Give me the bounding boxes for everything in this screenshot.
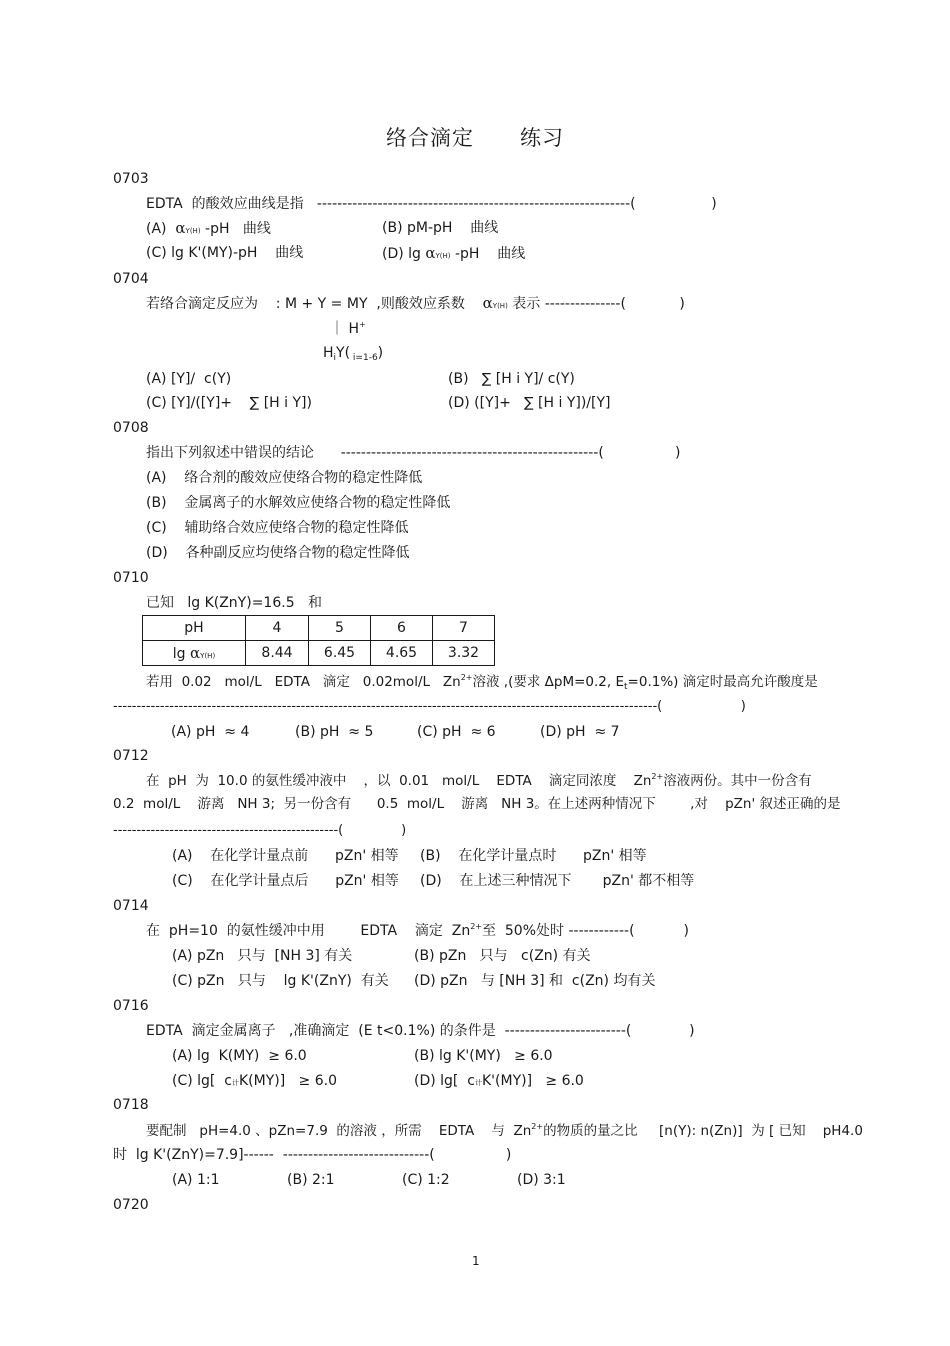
question-stem (146, 923, 689, 938)
stem-text: 若用 0.02 mol/L EDTA 滴定 0.02mol/L Zn (146, 674, 461, 690)
question-stem: EDTA 的酸效应曲线是指 --------------------------------------------------------------( ) (146, 196, 717, 212)
proton-text: ｜ H (330, 321, 359, 337)
option-text: (C) lg[ c (172, 1073, 232, 1089)
delta-symbol: Δ (544, 674, 554, 690)
option-d: (D) 3:1 (517, 1172, 566, 1188)
option-a: (A) pZn 只与 [NH 3] 有关 (172, 948, 353, 964)
question-stem: 指出下列叙述中错误的结论 ---------------------------------------------------( ) (146, 445, 681, 461)
page-number: 1 (472, 1254, 480, 1268)
table-cell: 8.44 (246, 641, 309, 666)
option-b: (B) 在化学计量点时 pZn' 相等 (420, 848, 647, 864)
stem-text: 的物质的量之比 [n(Y): n(Zn)] 为 [ 已知 pH4.0 (543, 1123, 863, 1139)
question-text (146, 674, 818, 692)
option-d: (D) pZn 与 [NH 3] 和 c(Zn) 均有关 (414, 973, 656, 989)
subscript: t (624, 682, 628, 692)
question-number: 0708 (113, 420, 149, 436)
stem-text: 溶液两份。其中一份含有 (663, 773, 812, 789)
option-c: (C) 在化学计量点后 pZn' 相等 (172, 873, 399, 889)
option-b: (B) pZn 只与 c(Zn) 有关 (414, 948, 591, 964)
question-number: 0710 (113, 570, 149, 586)
option-a: (A) 在化学计量点前 pZn' 相等 (172, 848, 399, 864)
question-stem: 已知 lg K(ZnY)=16.5 和 (146, 595, 322, 611)
option-text: K(MY)] ≥ 6.0 (239, 1073, 337, 1089)
option-d (382, 246, 525, 261)
option-a: (A) pH ≈ 4 (171, 724, 250, 740)
table-cell: 4 (246, 616, 309, 641)
option-c: (C) 辅助络合效应使络合物的稳定性降低 (146, 520, 409, 536)
option-b: (B) lg K'(MY) ≥ 6.0 (414, 1048, 553, 1064)
alpha-symbol: α (190, 644, 201, 662)
option-b: (B) pM-pH 曲线 (382, 220, 499, 236)
table-row (143, 616, 495, 641)
stem-text: 要配制 pH=4.0 、pZn=7.9 的溶液 ，所需 EDTA 与 Zn (146, 1123, 532, 1139)
option-label: (D) lg (382, 246, 426, 262)
subscript: Y(H) (185, 227, 201, 235)
hiy-text: Y( (336, 345, 351, 361)
dash-line: --------------------------------------------------------------------------------------------------------------------( ) (113, 699, 746, 714)
question-stem (146, 296, 685, 311)
option-text: -pH 曲线 (450, 246, 526, 262)
table-cell (143, 641, 246, 666)
question-number: 0714 (113, 898, 149, 914)
question-number: 0716 (113, 998, 149, 1014)
stem-text: pM=0.2, E (553, 674, 625, 690)
option-d: (D) 在上述三种情况下 pZn' 都不相等 (420, 873, 695, 889)
option-d (414, 1074, 584, 1088)
table-cell: 3.32 (433, 641, 495, 666)
option-c (172, 1074, 337, 1088)
subscript: Y(H) (435, 252, 451, 260)
option-d: (D) ([Y]+ ∑ [H i Y])/[Y] (448, 395, 611, 411)
option-a: (A) lg K(MY) ≥ 6.0 (172, 1048, 307, 1064)
option-b: (B) pH ≈ 5 (295, 724, 374, 740)
stem-text: 至 50%处时 ------------( ) (482, 923, 689, 939)
superscript: 2+ (460, 673, 473, 682)
table-cell: pH (143, 616, 246, 641)
option-a: (A) [Y]/ c(Y) (146, 371, 232, 387)
alpha-table (142, 615, 495, 666)
stem-text: 在 pH=10 的氨性缓冲中用 EDTA 滴定 Zn (146, 923, 471, 939)
page-title: 络合滴定 练习 (386, 126, 565, 150)
question-number: 0718 (113, 1097, 149, 1113)
option-d: (D) 各种副反应均使络合物的稳定性降低 (146, 545, 410, 561)
option-text: K'(MY)] ≥ 6.0 (482, 1073, 584, 1089)
option-b: (B) 2:1 (287, 1172, 335, 1188)
option-b: (B) 金属离子的水解效应使络合物的稳定性降低 (146, 495, 451, 511)
stem-text: 若络合滴定反应为 : M + Y = MY ,则酸效应系数 (146, 296, 483, 312)
stem-text: 溶液 ,(要求 (472, 674, 545, 690)
option-a (146, 221, 271, 236)
dash-line: ------------------------------------------------( ) (113, 823, 407, 838)
question-text: 时 lg K'(ZnY)=7.9]------ -----------------------------( ) (113, 1147, 512, 1163)
option-c: (C) pZn 只与 lg K'(ZnY) 有关 (172, 973, 389, 989)
question-number: 0704 (113, 271, 149, 287)
stem-text: =0.1%) 滴定时最高允许酸度是 (627, 674, 818, 690)
table-cell: 5 (309, 616, 371, 641)
hiy-text: ) (377, 345, 384, 361)
subscript: 计 (475, 1079, 482, 1087)
subscript: 计 (232, 1079, 239, 1087)
question-number: 0720 (113, 1197, 149, 1213)
option-text: -pH 曲线 (200, 221, 271, 237)
subscript: Y(H) (200, 652, 216, 660)
question-text: 0.2 mol/L 游离 NH 3; 另一份含有 0.5 mol/L 游离 NH 3。在上述两种情况下 ,对 pZn' 叙述正确的是 (113, 796, 841, 812)
stem-text: 表示 ---------------( ) (507, 296, 685, 312)
reaction-hiy-line (323, 346, 383, 363)
alpha-symbol: α (482, 294, 493, 312)
option-d: (D) pH ≈ 7 (540, 724, 620, 740)
subscript: Y(H) (492, 302, 508, 310)
alpha-symbol: α (175, 219, 186, 237)
question-number: 0712 (113, 748, 149, 764)
hiy-text: H (323, 345, 334, 361)
option-c: (C) [Y]/([Y]+ ∑ [H i Y]) (146, 395, 312, 411)
table-cell: 6 (371, 616, 433, 641)
option-c: (C) pH ≈ 6 (417, 724, 496, 740)
reaction-proton-line (330, 321, 366, 336)
question-text (146, 1123, 863, 1139)
superscript: 2+ (531, 1122, 544, 1131)
stem-text: 在 pH 为 10.0 的氨性缓冲液中 ，以 0.01 mol/L EDTA 滴定同浓度 Zn (146, 773, 652, 789)
option-c: (C) 1:2 (402, 1172, 450, 1188)
alpha-symbol: α (425, 244, 436, 262)
option-a: (A) 1:1 (172, 1172, 220, 1188)
option-c: (C) lg K'(MY)-pH 曲线 (146, 245, 304, 261)
table-row (143, 641, 495, 666)
subscript: i=1-6 (350, 353, 378, 363)
subscript: i (333, 353, 337, 363)
table-cell: 4.65 (371, 641, 433, 666)
table-cell: 6.45 (309, 641, 371, 666)
option-text: (D) lg[ c (414, 1073, 475, 1089)
superscript: 2+ (470, 922, 482, 931)
superscript: + (358, 320, 366, 329)
option-label: (A) (146, 221, 176, 237)
option-a: (A) 络合剂的酸效应使络合物的稳定性降低 (146, 470, 423, 486)
question-text (146, 773, 812, 789)
question-number: 0703 (113, 171, 149, 187)
option-b: (B) ∑ [H i Y]/ c(Y) (448, 371, 575, 387)
superscript: 2+ (651, 772, 664, 781)
cell-text: lg (172, 646, 191, 662)
table-cell: 7 (433, 616, 495, 641)
question-stem: EDTA 滴定金属离子 ,准确滴定 (E t<0.1%) 的条件是 ------------------------( ) (146, 1023, 695, 1039)
